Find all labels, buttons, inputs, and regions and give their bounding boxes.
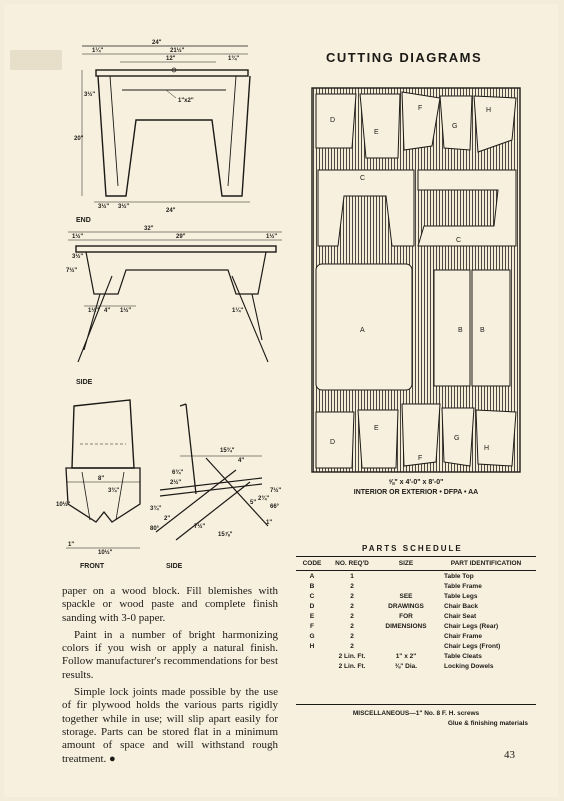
dim-label: 21½": [170, 48, 185, 54]
table-side-view: [66, 226, 282, 386]
table-cell: 2: [350, 622, 354, 630]
table-cell: C: [309, 592, 315, 600]
table-row: [296, 591, 536, 601]
table-cell: Table Legs: [444, 592, 478, 600]
dim-label: 4": [238, 458, 245, 464]
part-label-f: F: [418, 105, 423, 112]
part-label-f: F: [418, 455, 423, 462]
sheet-size: ⅝" x 4'-0" x 8'-0": [388, 479, 444, 486]
dim-label: 1¼": [92, 48, 104, 54]
dim-label: 4": [104, 308, 111, 314]
part-label-b: B: [480, 327, 485, 334]
table-cell: [376, 641, 436, 651]
chair-front-view: [56, 400, 140, 570]
table-row: [296, 581, 536, 591]
table-cell: 2: [350, 592, 354, 600]
table-cell: [296, 661, 328, 671]
part-label-e: E: [374, 129, 379, 136]
misc-line-1: MISCELLANEOUS—1" No. 8 F. H. screws: [352, 710, 480, 717]
table-cell: [296, 651, 328, 661]
dim-label: 1"x2": [178, 98, 194, 104]
caption-side-chair: SIDE: [166, 563, 183, 570]
table-row: [296, 601, 536, 611]
table-cell: A: [309, 572, 315, 580]
table-cell: Chair Legs (Rear): [444, 622, 499, 630]
table-end-view: [10, 40, 250, 224]
column-header: PART IDENTIFICATION: [436, 557, 536, 571]
dim-label: 1¼": [232, 308, 244, 314]
table-cell: E: [309, 612, 315, 620]
tape-mark: [10, 50, 62, 70]
dim-label: 7½": [194, 524, 206, 530]
table-cell: DRAWINGS: [388, 602, 424, 610]
table-cell: D: [309, 602, 315, 610]
dim-label: 15⅞": [218, 532, 233, 538]
table-cell: G: [309, 632, 315, 640]
table-cell: 1: [350, 572, 354, 580]
table-cell: Chair Frame: [444, 632, 482, 640]
table-cell: F: [310, 622, 314, 630]
table-cell: 2: [350, 632, 354, 640]
dim-label: 2": [164, 516, 171, 522]
table-row: [296, 651, 536, 661]
column-header: NO. REQ'D: [328, 557, 376, 571]
table-cell: 2: [350, 602, 354, 610]
dim-label: 3½": [72, 254, 84, 260]
dim-label: 1": [266, 520, 273, 526]
table-cell: 2 Lin. Ft.: [338, 662, 366, 670]
dim-label: 3½": [84, 92, 96, 98]
column-header: SIZE: [376, 557, 436, 571]
dim-label: 3½": [98, 204, 110, 210]
table-cell: DIMENSIONS: [385, 622, 427, 630]
part-label-h: H: [486, 107, 492, 114]
dim-label: 80°: [150, 526, 160, 532]
dim-label: 1¾": [228, 56, 240, 62]
table-cell: Table Top: [444, 572, 474, 580]
dim-label: 10½": [56, 502, 71, 508]
paragraph: paper on a wood block. Fill blemishes with spackle or wood paste and complete finish sanding with 3-0 paper.: [62, 585, 278, 624]
table-row: [296, 631, 536, 641]
part-label-c: C: [456, 237, 462, 244]
plywood-cutting-sheet: [312, 88, 520, 472]
table-row: [296, 571, 536, 582]
table-cell: Table Frame: [444, 582, 482, 590]
dim-label: 2¾": [258, 496, 270, 502]
dim-label: 6¾": [172, 470, 184, 476]
article-body: [62, 585, 278, 770]
table-cell: [376, 631, 436, 641]
dim-label: 3¾": [150, 506, 162, 512]
part-label-g: G: [454, 435, 460, 442]
miscellaneous-note: [296, 704, 536, 729]
dim-label: 1½": [120, 308, 132, 314]
sheet-grade: INTERIOR OR EXTERIOR • DFPA • AA: [353, 489, 479, 496]
paragraph: Simple lock joints made possible by the use of fir plywood holds the various parts rigidly together while in use; will slip apart easily for storage. Parts can be stored flat in a minimum amount of space and will withstand rough treatment. ●: [62, 686, 278, 765]
part-label-a: A: [360, 327, 365, 334]
part-label-e: E: [374, 425, 379, 432]
dim-label: 1½": [88, 308, 100, 314]
table-cell: [376, 581, 436, 591]
table-cell: 2: [350, 582, 354, 590]
parts-schedule-title: PARTS SCHEDULE: [362, 544, 463, 553]
table-cell: 2: [350, 612, 354, 620]
table-header-row: [296, 557, 536, 571]
dim-label: 2½": [170, 480, 182, 486]
part-label-g: G: [452, 123, 458, 130]
misc-line-2: Glue & finishing materials: [447, 720, 528, 727]
table-cell: 1" x 2": [395, 652, 417, 660]
table-cell: SEE: [399, 592, 413, 600]
dim-label: 15¾": [220, 448, 235, 454]
dim-label: 66°: [270, 504, 280, 510]
dim-label: 12": [166, 56, 176, 62]
caption-front: FRONT: [80, 563, 105, 570]
page-heading: CUTTING DIAGRAMS: [326, 50, 483, 65]
dim-label: 7½": [270, 488, 282, 494]
table-row: [296, 661, 536, 671]
dim-label: 24": [166, 208, 176, 214]
table-cell: Chair Back: [444, 602, 478, 610]
table-cell: Chair Legs (Front): [444, 642, 501, 650]
table-cell: Locking Dowels: [444, 662, 494, 670]
page-number: 43: [504, 749, 515, 761]
parts-schedule-table: [296, 556, 536, 671]
dim-label: 1½": [266, 234, 278, 240]
part-label-c: C: [360, 175, 366, 182]
column-header: CODE: [296, 557, 328, 571]
dim-label: 20": [74, 136, 84, 142]
dim-label: 3½": [118, 204, 130, 210]
dim-label: 5": [250, 500, 257, 506]
caption-side-table: SIDE: [76, 379, 93, 386]
table-row: [296, 621, 536, 631]
table-cell: 2: [350, 642, 354, 650]
part-label-d: D: [330, 117, 336, 124]
dim-label: 7½": [66, 268, 78, 274]
table-cell: FOR: [399, 612, 413, 620]
dim-label: 1½": [72, 234, 84, 240]
table-cell: H: [309, 642, 315, 650]
table-cell: B: [309, 582, 315, 590]
dim-label: 29": [176, 234, 186, 240]
part-label-h: H: [484, 445, 490, 452]
chair-side-view: [150, 404, 281, 570]
dim-label: 3¾": [108, 488, 120, 494]
table-cell: [376, 571, 436, 582]
dim-label: 32": [144, 226, 154, 232]
dim-label: 8": [98, 476, 105, 482]
table-cell: Table Cleats: [444, 652, 482, 660]
part-label-b: B: [458, 327, 463, 334]
table-cell: ⅜" Dia.: [394, 662, 418, 670]
part-label-d: D: [330, 439, 336, 446]
table-cell: 2 Lin. Ft.: [338, 652, 366, 660]
table-row: [296, 611, 536, 621]
table-cell: Chair Seat: [444, 612, 477, 620]
dim-label: 24": [152, 40, 162, 46]
sheet-caption: [300, 478, 532, 498]
dim-label: 1": [68, 542, 75, 548]
paragraph: Paint in a number of bright harmonizing colors if you wish or apply a natural finish. Follow manufacturer's recommendations for best results.: [62, 628, 278, 681]
dim-label: 10½": [98, 550, 113, 556]
caption-end: END: [76, 217, 91, 224]
table-row: [296, 641, 536, 651]
